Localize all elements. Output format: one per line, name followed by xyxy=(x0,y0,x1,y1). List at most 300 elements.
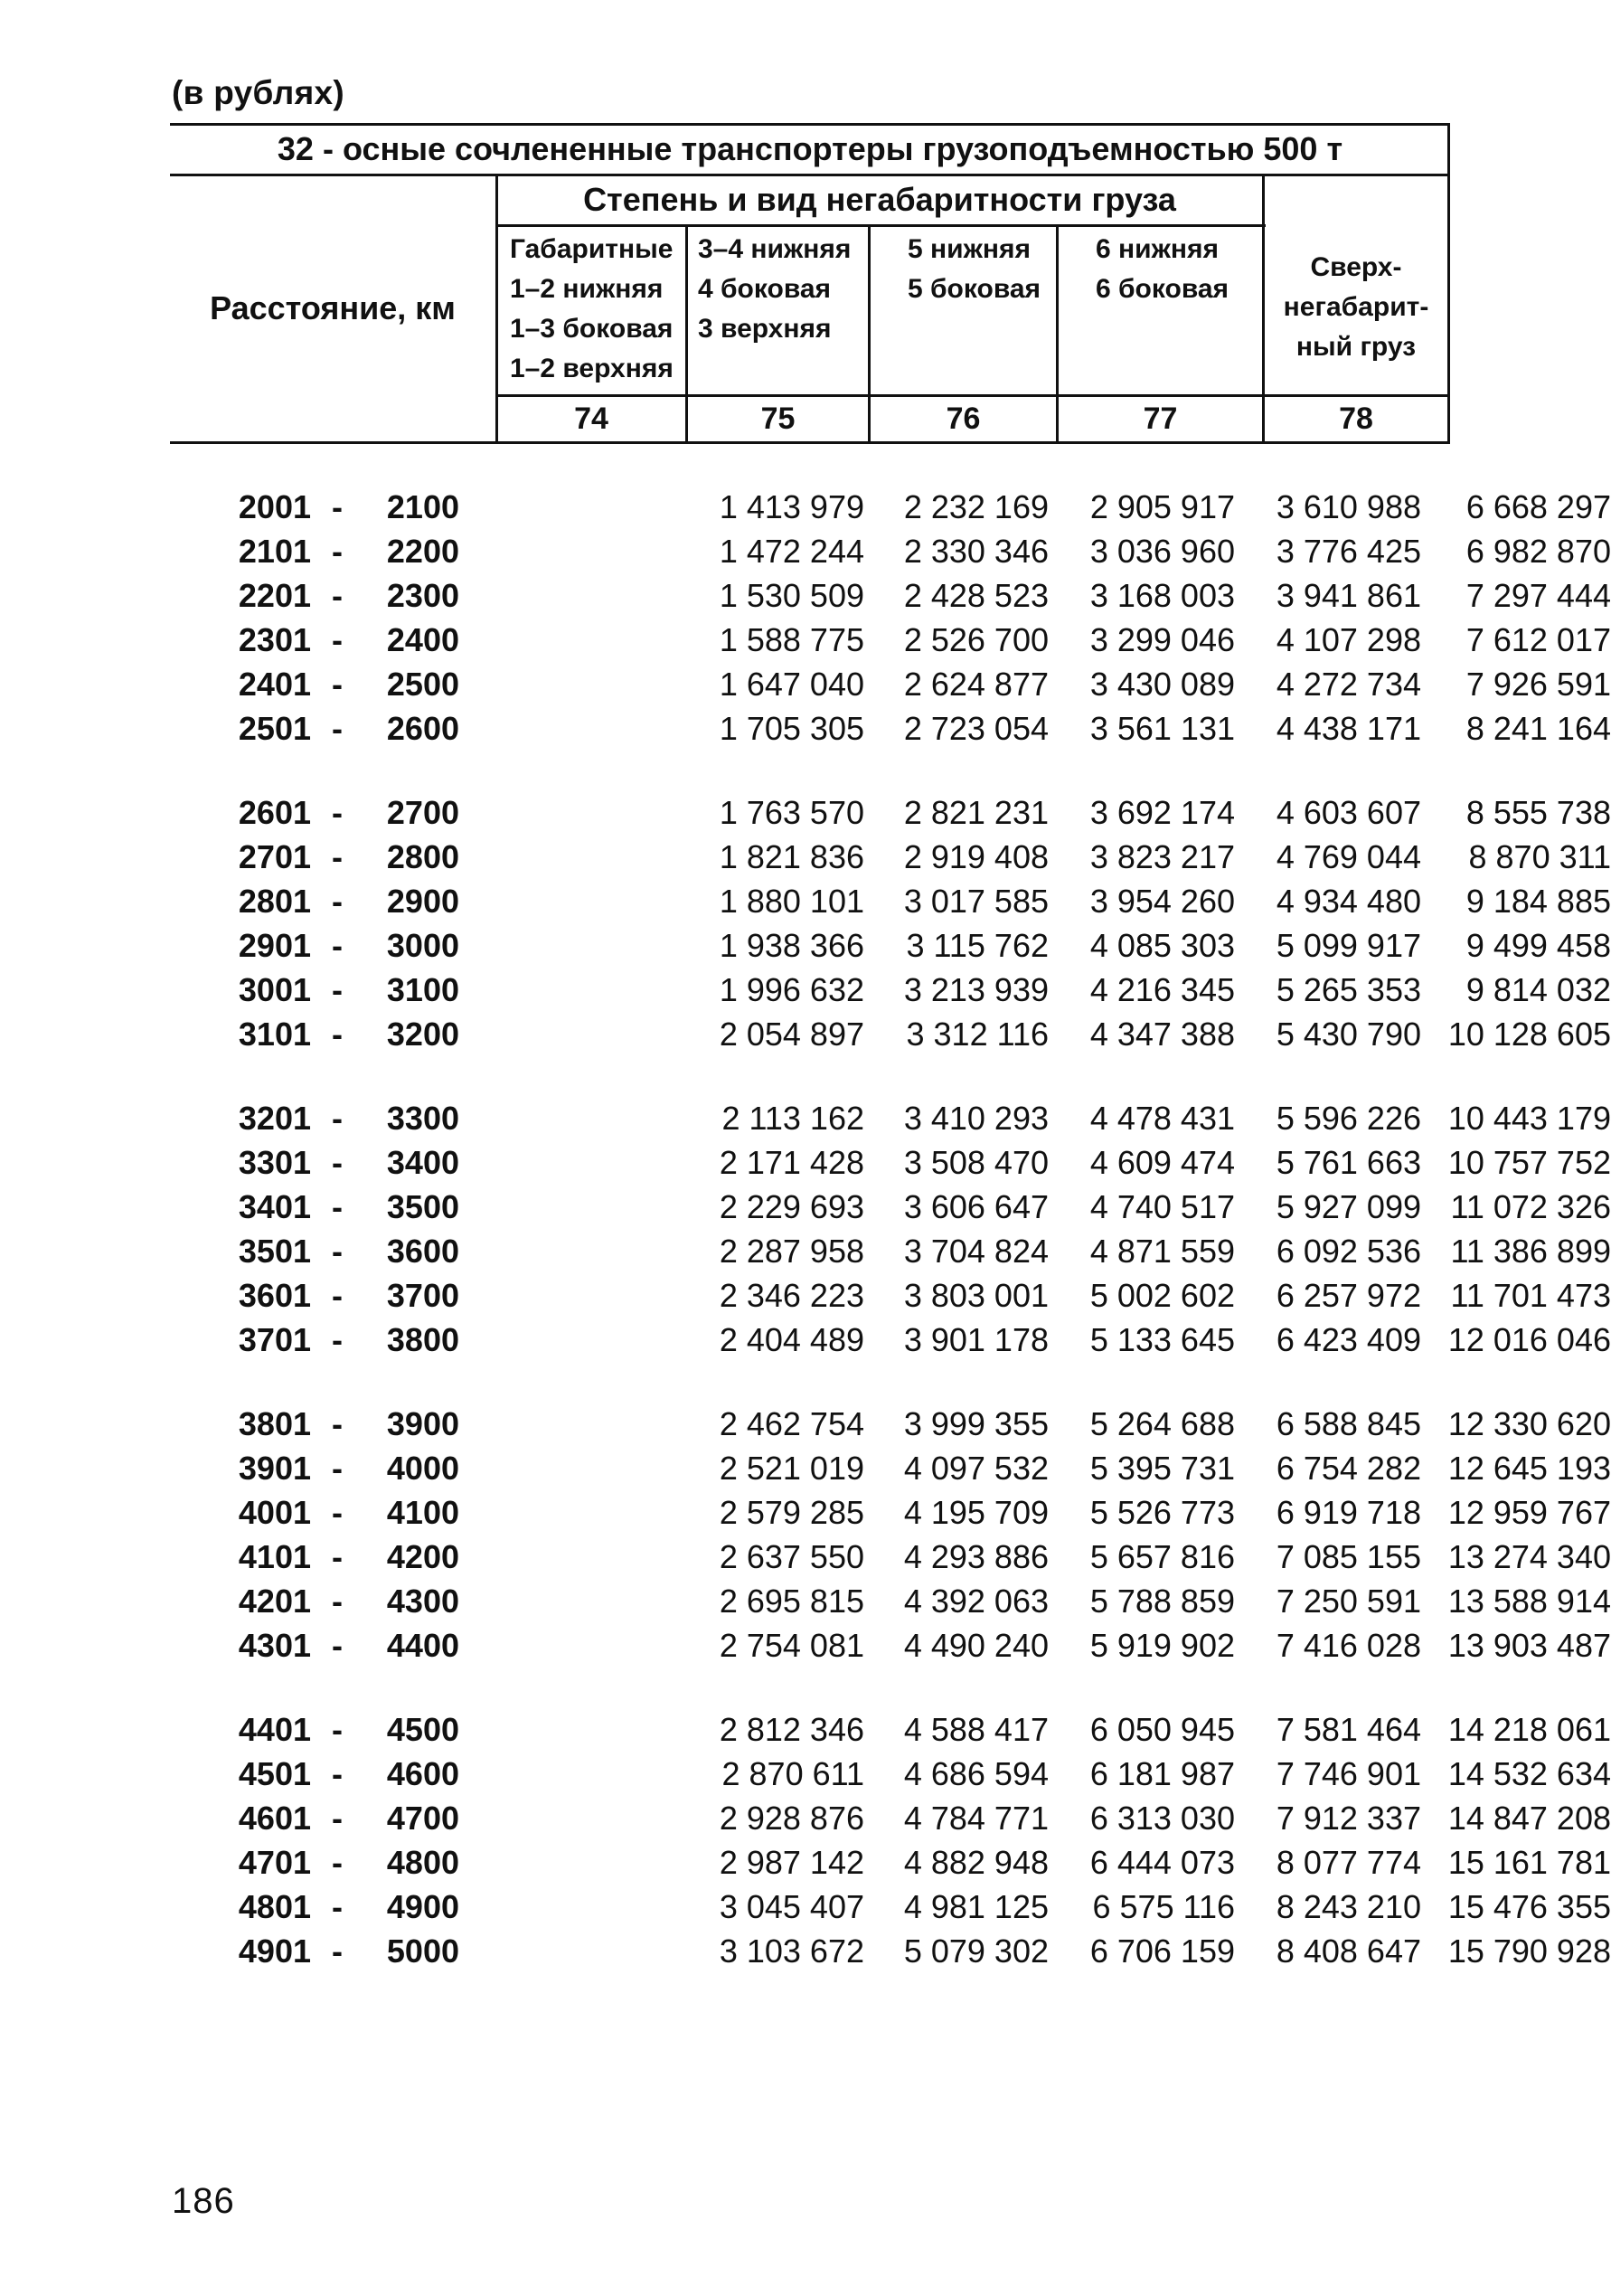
value-col-74: 1 821 836 xyxy=(719,838,864,875)
distance-dash: - xyxy=(332,533,343,570)
group-header: Степень и вид негабаритности груза xyxy=(583,181,1176,218)
value-col-76: 3 692 174 xyxy=(1089,794,1235,831)
value-col-78: 12 330 620 xyxy=(1447,1405,1611,1442)
distance-dash: - xyxy=(332,1538,343,1575)
value-col-76: 3 954 260 xyxy=(1089,883,1235,920)
value-col-75: 2 232 169 xyxy=(903,488,1049,525)
distance-dash: - xyxy=(332,838,343,875)
value-col-76: 3 036 960 xyxy=(1089,533,1235,570)
distance-to: 3300 xyxy=(386,1100,459,1137)
value-col-74: 2 054 897 xyxy=(719,1016,864,1053)
table-row xyxy=(170,1446,1611,1490)
value-col-74: 1 705 305 xyxy=(719,710,864,747)
value-col-76: 5 526 773 xyxy=(1089,1494,1235,1531)
page-number: 186 xyxy=(172,2181,235,2221)
distance-from: 4301 xyxy=(238,1627,311,1664)
value-col-77: 6 257 972 xyxy=(1276,1277,1421,1314)
distance-dash: - xyxy=(332,794,343,831)
value-col-77: 4 272 734 xyxy=(1276,666,1421,703)
value-col-74: 3 103 672 xyxy=(719,1932,864,1970)
distance-to: 3900 xyxy=(386,1405,459,1442)
value-col-77: 4 934 480 xyxy=(1276,883,1421,920)
col-number: 78 xyxy=(1339,402,1373,436)
distance-from: 2801 xyxy=(238,883,311,920)
distance-to: 2500 xyxy=(386,666,459,703)
distance-dash: - xyxy=(332,1100,343,1137)
value-col-74: 1 938 366 xyxy=(719,927,864,964)
value-col-77: 4 603 607 xyxy=(1276,794,1421,831)
value-col-78: 15 161 781 xyxy=(1447,1844,1611,1881)
distance-dash: - xyxy=(332,621,343,658)
distance-to: 4500 xyxy=(386,1711,459,1748)
value-col-75: 4 097 532 xyxy=(903,1450,1049,1487)
table-row xyxy=(170,923,1611,968)
value-col-78: 10 128 605 xyxy=(1447,1016,1611,1053)
distance-from: 3101 xyxy=(238,1016,311,1053)
value-col-77: 3 941 861 xyxy=(1276,577,1421,614)
distance-from: 3601 xyxy=(238,1277,311,1314)
value-col-74: 2 812 346 xyxy=(719,1711,864,1748)
value-col-74: 2 113 162 xyxy=(721,1100,864,1137)
col-desc-74 xyxy=(510,230,674,389)
distance-to: 3100 xyxy=(386,971,459,1008)
table-row xyxy=(170,1185,1611,1229)
value-col-77: 6 919 718 xyxy=(1276,1494,1421,1531)
value-col-74: 1 530 509 xyxy=(719,577,864,614)
value-col-76: 4 740 517 xyxy=(1089,1188,1235,1225)
distance-to: 4700 xyxy=(386,1800,459,1837)
value-col-77: 5 927 099 xyxy=(1276,1188,1421,1225)
distance-from: 2401 xyxy=(238,666,311,703)
value-col-76: 5 657 816 xyxy=(1089,1538,1235,1575)
value-col-78: 9 814 032 xyxy=(1465,971,1611,1008)
distance-from: 4501 xyxy=(238,1755,311,1792)
value-col-78: 8 555 738 xyxy=(1465,794,1611,831)
value-col-76: 2 905 917 xyxy=(1089,488,1235,525)
value-col-78: 12 959 767 xyxy=(1447,1494,1611,1531)
value-col-75: 3 017 585 xyxy=(903,883,1049,920)
value-col-74: 2 870 611 xyxy=(721,1755,864,1792)
distance-from: 4901 xyxy=(238,1932,311,1970)
distance-from: 3901 xyxy=(238,1450,311,1487)
value-col-77: 8 408 647 xyxy=(1276,1932,1421,1970)
value-col-78: 9 499 458 xyxy=(1465,927,1611,964)
distance-from: 4801 xyxy=(238,1888,311,1925)
value-col-75: 2 919 408 xyxy=(903,838,1049,875)
distance-dash: - xyxy=(332,1494,343,1531)
distance-to: 4400 xyxy=(386,1627,459,1664)
value-col-74: 2 754 081 xyxy=(719,1627,864,1664)
col-number: 75 xyxy=(760,402,796,436)
value-col-78: 8 870 311 xyxy=(1468,838,1611,875)
distance-dash: - xyxy=(332,1450,343,1487)
value-col-77: 6 423 409 xyxy=(1276,1321,1421,1358)
distance-from: 2501 xyxy=(238,710,311,747)
value-col-76: 5 264 688 xyxy=(1089,1405,1235,1442)
distance-to: 4900 xyxy=(386,1888,459,1925)
value-col-78: 14 218 061 xyxy=(1447,1711,1611,1748)
value-col-76: 4 085 303 xyxy=(1089,927,1235,964)
col-desc-line: 3–4 нижняя xyxy=(698,234,852,264)
value-col-75: 2 526 700 xyxy=(903,621,1049,658)
value-col-74: 1 763 570 xyxy=(719,794,864,831)
col-desc-line: 3 верхняя xyxy=(698,314,832,344)
distance-to: 3000 xyxy=(386,927,459,964)
table-row xyxy=(170,618,1611,662)
distance-to: 3400 xyxy=(386,1144,459,1181)
value-col-74: 2 462 754 xyxy=(719,1405,864,1442)
distance-to: 3500 xyxy=(386,1188,459,1225)
value-col-77: 5 596 226 xyxy=(1276,1100,1421,1137)
value-col-76: 5 395 731 xyxy=(1089,1450,1235,1487)
distance-dash: - xyxy=(332,488,343,525)
value-col-74: 2 404 489 xyxy=(719,1321,864,1358)
table-row xyxy=(170,706,1611,751)
table-row xyxy=(170,529,1611,573)
unit-note: (в рублях) xyxy=(172,74,344,111)
value-col-78: 9 184 885 xyxy=(1465,883,1611,920)
distance-to: 2200 xyxy=(386,533,459,570)
value-col-75: 3 213 939 xyxy=(903,971,1049,1008)
value-col-75: 2 624 877 xyxy=(903,666,1049,703)
col-desc-line: 4 боковая xyxy=(698,274,832,304)
value-col-78: 12 645 193 xyxy=(1447,1450,1611,1487)
distance-dash: - xyxy=(332,1627,343,1664)
distance-dash: - xyxy=(332,971,343,1008)
col-desc-line: 6 нижняя xyxy=(1096,234,1219,264)
table-row xyxy=(170,1229,1611,1273)
value-col-75: 3 704 824 xyxy=(903,1233,1049,1270)
distance-dash: - xyxy=(332,1888,343,1925)
distance-from: 3701 xyxy=(238,1321,311,1358)
value-col-78: 6 982 870 xyxy=(1465,533,1611,570)
value-col-74: 2 171 428 xyxy=(719,1144,864,1181)
value-col-75: 5 079 302 xyxy=(903,1932,1049,1970)
value-col-77: 4 438 171 xyxy=(1276,710,1421,747)
value-col-78: 7 297 444 xyxy=(1465,577,1611,614)
value-col-74: 2 928 876 xyxy=(719,1800,864,1837)
table-row xyxy=(170,1623,1611,1668)
table-row xyxy=(170,1490,1611,1535)
table-row xyxy=(170,1579,1611,1623)
distance-dash: - xyxy=(332,1277,343,1314)
col-desc-78 xyxy=(1266,248,1446,367)
value-col-75: 3 312 116 xyxy=(906,1016,1049,1053)
value-col-75: 3 901 178 xyxy=(903,1321,1049,1358)
col-desc-line: 1–3 боковая xyxy=(510,314,674,344)
table-header xyxy=(170,123,1450,443)
distance-dash: - xyxy=(332,1800,343,1837)
table-title: 32 - осные сочлененные транспортеры грузоподъемностью 500 т xyxy=(277,130,1343,167)
distance-to: 4000 xyxy=(386,1450,459,1487)
value-col-75: 2 428 523 xyxy=(903,577,1049,614)
distance-dash: - xyxy=(332,1711,343,1748)
value-col-77: 7 085 155 xyxy=(1276,1538,1421,1575)
distance-dash: - xyxy=(332,1233,343,1270)
value-col-74: 2 987 142 xyxy=(719,1844,864,1881)
distance-from: 4101 xyxy=(238,1538,311,1575)
value-col-74: 2 346 223 xyxy=(719,1277,864,1314)
table-row xyxy=(170,1796,1611,1840)
value-col-77: 6 754 282 xyxy=(1276,1450,1421,1487)
value-col-75: 4 392 063 xyxy=(903,1583,1049,1620)
value-col-77: 4 769 044 xyxy=(1276,838,1421,875)
value-col-76: 4 609 474 xyxy=(1089,1144,1235,1181)
table-row xyxy=(170,968,1611,1012)
distance-dash: - xyxy=(332,927,343,964)
distance-header: Расстояние, км xyxy=(210,289,456,326)
distance-dash: - xyxy=(332,1321,343,1358)
distance-to: 3200 xyxy=(386,1016,459,1053)
distance-dash: - xyxy=(332,1144,343,1181)
value-col-74: 2 637 550 xyxy=(719,1538,864,1575)
distance-dash: - xyxy=(332,577,343,614)
distance-from: 4201 xyxy=(238,1583,311,1620)
col-desc-line: Сверх- xyxy=(1310,252,1402,282)
value-col-78: 13 588 914 xyxy=(1447,1583,1611,1620)
value-col-77: 5 761 663 xyxy=(1276,1144,1421,1181)
distance-from: 4001 xyxy=(238,1494,311,1531)
distance-dash: - xyxy=(332,710,343,747)
value-col-77: 7 250 591 xyxy=(1276,1583,1421,1620)
value-col-76: 6 313 030 xyxy=(1089,1800,1235,1837)
col-desc-line: Габаритные xyxy=(510,234,674,264)
value-col-78: 13 274 340 xyxy=(1447,1538,1611,1575)
value-col-76: 6 575 116 xyxy=(1092,1888,1235,1925)
value-col-76: 4 347 388 xyxy=(1089,1016,1235,1053)
col-number: 74 xyxy=(574,402,608,436)
distance-to: 4100 xyxy=(386,1494,459,1531)
distance-to: 3600 xyxy=(386,1233,459,1270)
distance-to: 2100 xyxy=(386,488,459,525)
distance-to: 4300 xyxy=(386,1583,459,1620)
distance-to: 4800 xyxy=(386,1844,459,1881)
value-col-75: 4 293 886 xyxy=(903,1538,1049,1575)
distance-to: 4600 xyxy=(386,1755,459,1792)
value-col-77: 6 588 845 xyxy=(1276,1405,1421,1442)
table-row xyxy=(170,835,1611,879)
value-col-74: 3 045 407 xyxy=(719,1888,864,1925)
distance-from: 2001 xyxy=(238,488,311,525)
value-col-78: 10 757 752 xyxy=(1447,1144,1611,1181)
distance-from: 2601 xyxy=(238,794,311,831)
distance-from: 2201 xyxy=(238,577,311,614)
distance-to: 2300 xyxy=(386,577,459,614)
distance-dash: - xyxy=(332,666,343,703)
value-col-75: 4 588 417 xyxy=(903,1711,1049,1748)
table-row xyxy=(170,1707,1611,1752)
value-col-77: 5 430 790 xyxy=(1276,1016,1421,1053)
distance-from: 3401 xyxy=(238,1188,311,1225)
value-col-75: 3 999 355 xyxy=(903,1405,1049,1442)
table-row xyxy=(170,1096,1611,1140)
value-col-78: 11 386 899 xyxy=(1450,1233,1611,1270)
table-row xyxy=(170,1140,1611,1185)
distance-to: 2900 xyxy=(386,883,459,920)
value-col-78: 7 612 017 xyxy=(1465,621,1611,658)
value-col-74: 2 521 019 xyxy=(719,1450,864,1487)
table-row xyxy=(170,485,1611,529)
value-col-77: 7 416 028 xyxy=(1276,1627,1421,1664)
value-col-74: 2 287 958 xyxy=(719,1233,864,1270)
value-col-78: 10 443 179 xyxy=(1447,1100,1611,1137)
value-col-75: 4 195 709 xyxy=(903,1494,1049,1531)
distance-from: 4401 xyxy=(238,1711,311,1748)
value-col-74: 2 579 285 xyxy=(719,1494,864,1531)
table-row xyxy=(170,662,1611,706)
value-col-76: 5 919 902 xyxy=(1089,1627,1235,1664)
distance-from: 2301 xyxy=(238,621,311,658)
value-col-77: 5 099 917 xyxy=(1276,927,1421,964)
value-col-74: 1 588 775 xyxy=(719,621,864,658)
distance-from: 3201 xyxy=(238,1100,311,1137)
value-col-75: 3 508 470 xyxy=(903,1144,1049,1181)
distance-dash: - xyxy=(332,1016,343,1053)
value-col-76: 3 168 003 xyxy=(1089,577,1235,614)
table-row xyxy=(170,1273,1611,1318)
value-col-75: 4 981 125 xyxy=(903,1888,1049,1925)
value-col-78: 7 926 591 xyxy=(1465,666,1611,703)
value-col-75: 4 686 594 xyxy=(903,1755,1049,1792)
value-col-74: 1 413 979 xyxy=(719,488,864,525)
distance-from: 2701 xyxy=(238,838,311,875)
col-desc-line: негабарит- xyxy=(1283,292,1429,322)
value-col-75: 4 882 948 xyxy=(903,1844,1049,1881)
distance-from: 3301 xyxy=(238,1144,311,1181)
value-col-78: 14 532 634 xyxy=(1447,1755,1611,1792)
col-desc-line: 1–2 верхняя xyxy=(510,354,674,383)
distance-dash: - xyxy=(332,1844,343,1881)
value-col-78: 14 847 208 xyxy=(1447,1800,1611,1837)
value-col-74: 2 229 693 xyxy=(719,1188,864,1225)
value-col-75: 3 410 293 xyxy=(903,1100,1049,1137)
table-row xyxy=(170,1535,1611,1579)
distance-to: 4200 xyxy=(386,1538,459,1575)
value-col-77: 8 243 210 xyxy=(1276,1888,1421,1925)
value-col-75: 3 606 647 xyxy=(903,1188,1049,1225)
table-row xyxy=(170,1318,1611,1362)
distance-to: 2700 xyxy=(386,794,459,831)
col-number: 77 xyxy=(1143,402,1178,436)
value-col-76: 5 788 859 xyxy=(1089,1583,1235,1620)
value-col-76: 6 181 987 xyxy=(1089,1755,1235,1792)
table-row xyxy=(170,1929,1611,1973)
col-desc-line: ный груз xyxy=(1295,332,1417,362)
value-col-76: 3 561 131 xyxy=(1089,710,1235,747)
distance-dash: - xyxy=(332,1583,343,1620)
table-row xyxy=(170,879,1611,923)
value-col-74: 1 472 244 xyxy=(719,533,864,570)
value-col-75: 4 490 240 xyxy=(903,1627,1049,1664)
rule xyxy=(170,441,1450,444)
value-col-77: 3 610 988 xyxy=(1276,488,1421,525)
value-col-75: 4 784 771 xyxy=(903,1800,1049,1837)
value-col-78: 13 903 487 xyxy=(1447,1627,1611,1664)
distance-from: 3801 xyxy=(238,1405,311,1442)
value-col-78: 12 016 046 xyxy=(1447,1321,1611,1358)
distance-to: 3700 xyxy=(386,1277,459,1314)
col-desc-77 xyxy=(1096,230,1229,309)
col-desc-76 xyxy=(908,230,1041,309)
col-desc-line: 5 нижняя xyxy=(908,234,1031,264)
distance-from: 2901 xyxy=(238,927,311,964)
table-row xyxy=(170,790,1611,835)
distance-to: 5000 xyxy=(386,1932,459,1970)
value-col-78: 8 241 164 xyxy=(1465,710,1611,747)
distance-to: 2400 xyxy=(386,621,459,658)
distance-to: 3800 xyxy=(386,1321,459,1358)
value-col-76: 6 050 945 xyxy=(1089,1711,1235,1748)
value-col-76: 4 216 345 xyxy=(1089,971,1235,1008)
value-col-76: 6 444 073 xyxy=(1089,1844,1235,1881)
value-col-75: 2 723 054 xyxy=(903,710,1049,747)
value-col-75: 3 115 762 xyxy=(906,927,1049,964)
distance-dash: - xyxy=(332,1932,343,1970)
distance-to: 2800 xyxy=(386,838,459,875)
value-col-76: 3 823 217 xyxy=(1089,838,1235,875)
distance-from: 4601 xyxy=(238,1800,311,1837)
distance-from: 4701 xyxy=(238,1844,311,1881)
value-col-78: 11 072 326 xyxy=(1450,1188,1611,1225)
value-col-76: 4 871 559 xyxy=(1089,1233,1235,1270)
distance-dash: - xyxy=(332,1755,343,1792)
table-row xyxy=(170,1885,1611,1929)
distance-to: 2600 xyxy=(386,710,459,747)
value-col-77: 7 912 337 xyxy=(1276,1800,1421,1837)
value-col-77: 4 107 298 xyxy=(1276,621,1421,658)
col-number: 76 xyxy=(946,402,981,436)
value-col-76: 3 299 046 xyxy=(1089,621,1235,658)
value-col-77: 3 776 425 xyxy=(1276,533,1421,570)
value-col-78: 6 668 297 xyxy=(1465,488,1611,525)
value-col-78: 15 476 355 xyxy=(1447,1888,1611,1925)
table-row xyxy=(170,1752,1611,1796)
value-col-77: 8 077 774 xyxy=(1276,1844,1421,1881)
table-row xyxy=(170,1402,1611,1446)
value-col-78: 11 701 473 xyxy=(1450,1277,1611,1314)
table-row xyxy=(170,1012,1611,1056)
value-col-78: 15 790 928 xyxy=(1447,1932,1611,1970)
col-desc-75 xyxy=(698,230,851,349)
distance-from: 3001 xyxy=(238,971,311,1008)
table-row xyxy=(170,573,1611,618)
value-col-74: 1 996 632 xyxy=(719,971,864,1008)
value-col-74: 1 880 101 xyxy=(719,883,864,920)
distance-from: 3501 xyxy=(238,1233,311,1270)
col-desc-line: 5 боковая xyxy=(908,274,1041,304)
value-col-77: 7 581 464 xyxy=(1276,1711,1421,1748)
value-col-76: 4 478 431 xyxy=(1089,1100,1235,1137)
distance-dash: - xyxy=(332,1405,343,1442)
table-row xyxy=(170,1840,1611,1885)
distance-dash: - xyxy=(332,883,343,920)
value-col-75: 2 821 231 xyxy=(903,794,1049,831)
value-col-74: 2 695 815 xyxy=(719,1583,864,1620)
value-col-75: 3 803 001 xyxy=(903,1277,1049,1314)
value-col-76: 5 133 645 xyxy=(1089,1321,1235,1358)
value-col-77: 7 746 901 xyxy=(1276,1755,1421,1792)
rule xyxy=(495,224,1266,227)
col-desc-line: 1–2 нижняя xyxy=(510,274,664,304)
col-desc-line: 6 боковая xyxy=(1096,274,1229,304)
distance-dash: - xyxy=(332,1188,343,1225)
value-col-76: 3 430 089 xyxy=(1089,666,1235,703)
value-col-75: 2 330 346 xyxy=(903,533,1049,570)
value-col-76: 6 706 159 xyxy=(1089,1932,1235,1970)
value-col-74: 1 647 040 xyxy=(719,666,864,703)
value-col-77: 6 092 536 xyxy=(1276,1233,1421,1270)
value-col-77: 5 265 353 xyxy=(1276,971,1421,1008)
